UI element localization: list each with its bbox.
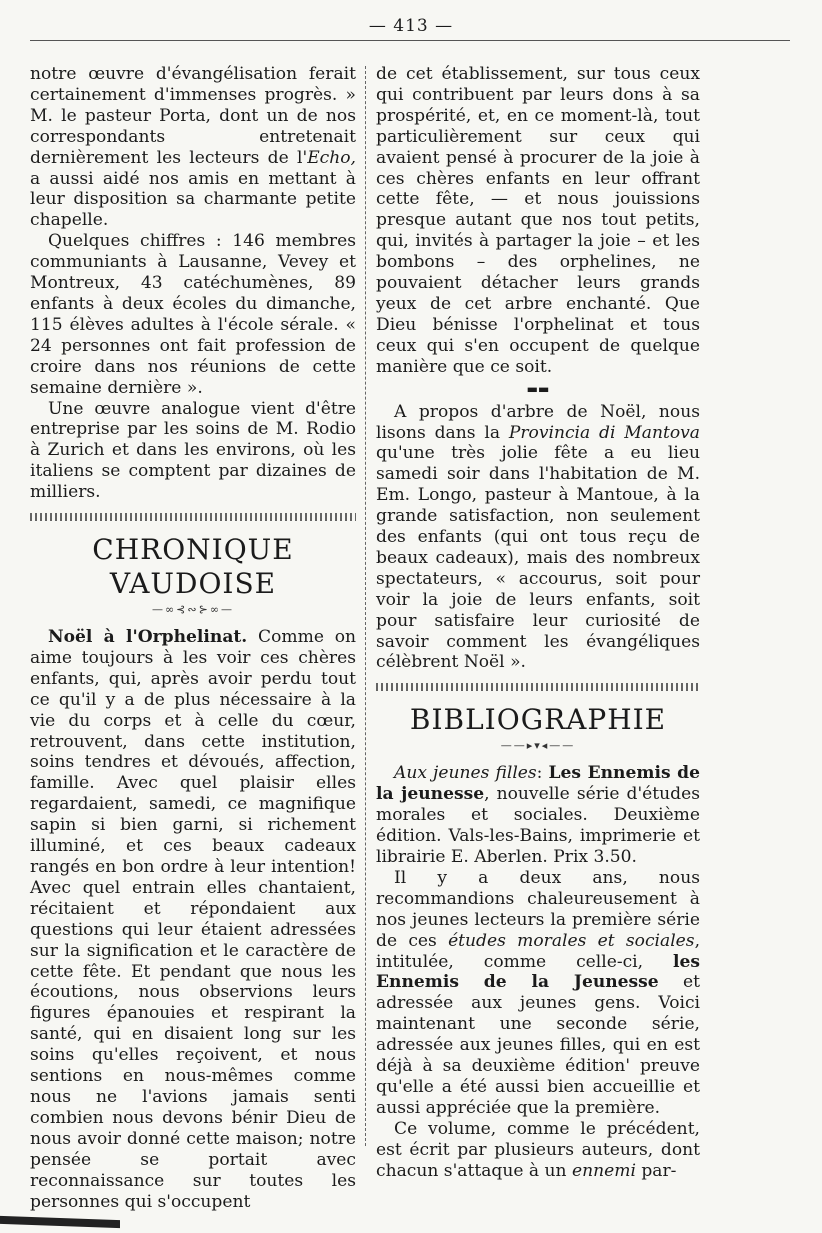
left-paragraph-4: Noël à l'Orphelinat. Comme on aime toujours à les voir ces chères enfants, qui, après avoir perdu tout ce qu'il y a de plus nécessaire à la vie du corps et à celle du cœur, retrouvent, dans cette institution, soins tendres et dévoués, affection, famille. Avec quel plaisir elles regardaient, samedi, ce magnifique sapin si bien garni, si richement illuminé, et ces beaux cadeaux rangés en bon ordre à leur intention! Avec quel entrain elles chantaient, récitaient et répondaient aux questions qui leur étaient adressées sur la signification et le caractère de cette fête. Et pendant que nous les écoutions, nous observions leurs figures épanouies et respirant la santé, qui en disaient long sur les soins qu'elles reçoivent, et nous sentions en nous-mêmes comme nous ne l'avions jamais senti combien nous devons bénir Dieu de nous avoir donné cette maison; notre pensée se portait avec reconnaissance sur toutes les personnes qui s'occupent: [30, 627, 357, 1212]
page-number: — 413 —: [368, 16, 454, 36]
section-title-chronique: CHRONIQUE VAUDOISE: [92, 533, 294, 601]
left-column: [30, 64, 356, 1212]
ornament-rule: [30, 513, 356, 521]
right-paragraph-3: Aux jeunes filles: Les Ennemis de la jeunesse, nouvelle série d'études morales et sociales. Deuxième édition. Vals-les-Bains, imprimerie et librairie E. Aberlen. Prix 3.50.: [376, 763, 701, 867]
title-ornament: —∞⊰∾⊱∞—: [152, 603, 234, 617]
provincia-title: Provincia di Mantova: [508, 422, 700, 443]
section-title-bibliographie: BIBLIOGRAPHIE: [409, 703, 667, 737]
title-ornament-right: ——▸▾◂——: [500, 739, 576, 753]
left-paragraph-3: Une œuvre analogue vient d'être entreprise par les soins de M. Rodio à Zurich et dans les environs, où les italiens se comptent par dizaines de milliers.: [30, 398, 356, 503]
right-paragraph-2: A propos d'arbre de Noël, nous lisons dans la Provincia di Mantova qu'une très jolie fête a eu lieu samedi soir dans l'habitation de M. Em. Longo, pasteur à Mantoue, à la grande satisfaction, non seulement des enfants (qui ont tous reçu de beaux cadeaux), mais des nombreux spectateurs, « accourus, soit pour voir la joie de leurs enfants, soit pour satisfaire leur curiosité de savoir comment les évangéliques célèbrent Noël ».: [376, 401, 700, 673]
right-paragraph-1: de cet établissement, sur tous ceux qui contribuent par leurs dons à sa prospérité, et, en ce moment-là, tout particulièrement sur ceux qui avaient pensé à procurer de la joie à ces chères enfants en leur offrant cette fête, — et nous jouissions presque autant que nos tout petits, qui, invités à partager la joie – et les bombons – des orphelines, ne pouvaient détacher leurs grands yeux de cet arbre enchanté. Que Dieu bénisse l'orphelinat et tous ceux qui s'en occupent de quelque manière que ce soit.: [376, 64, 700, 377]
book-title: Les Ennemis de la jeunesse: [376, 763, 700, 805]
lead-noel-orphelinat: Noël à l'Orphelinat.: [48, 627, 248, 648]
separator: ▬▬: [526, 381, 550, 396]
column-divider: [365, 66, 366, 1146]
scan-edge-mark: [0, 1216, 120, 1228]
ornament-rule-right: [376, 683, 700, 691]
header-rule: [30, 40, 790, 41]
right-paragraph-5: Ce volume, comme le précédent, est écrit par plusieurs auteurs, dont chacun s'attaque à un ennemi par-: [376, 1118, 700, 1181]
left-paragraph-1: notre œuvre d'évangélisation ferait certainement d'immenses progrès. » M. le pasteur Porta, dont un de nos correspondants entretenait dernièrement les lecteurs de l'Echo, a aussi aidé nos amis en mettant à leur disposition sa charmante petite chapelle.: [30, 64, 356, 231]
echo-title: Echo,: [307, 147, 356, 168]
left-paragraph-2: Quelques chiffres : 146 membres communiants à Lausanne, Vevey et Montreux, 43 catéchumènes, 89 enfants à deux écoles du dimanche, 115 élèves adultes à l'école sérale. « 24 personnes ont fait profession de croire dans nos réunions de cette semaine dernière ».: [30, 231, 356, 398]
right-column: [376, 64, 700, 1182]
right-paragraph-4: Il y a deux ans, nous recommandions chaleureusement à nos jeunes lecteurs la première série de ces études morales et sociales, intitulée, comme celle-ci, les Ennemis de la Jeunesse et adressée aux jeunes gens. Voici maintenant une seconde série, adressée aux jeunes filles, qui en est déjà à sa deuxième édition' preuve qu'elle a été aussi bien accueillie et aussi appréciée que la première.: [376, 867, 700, 1118]
